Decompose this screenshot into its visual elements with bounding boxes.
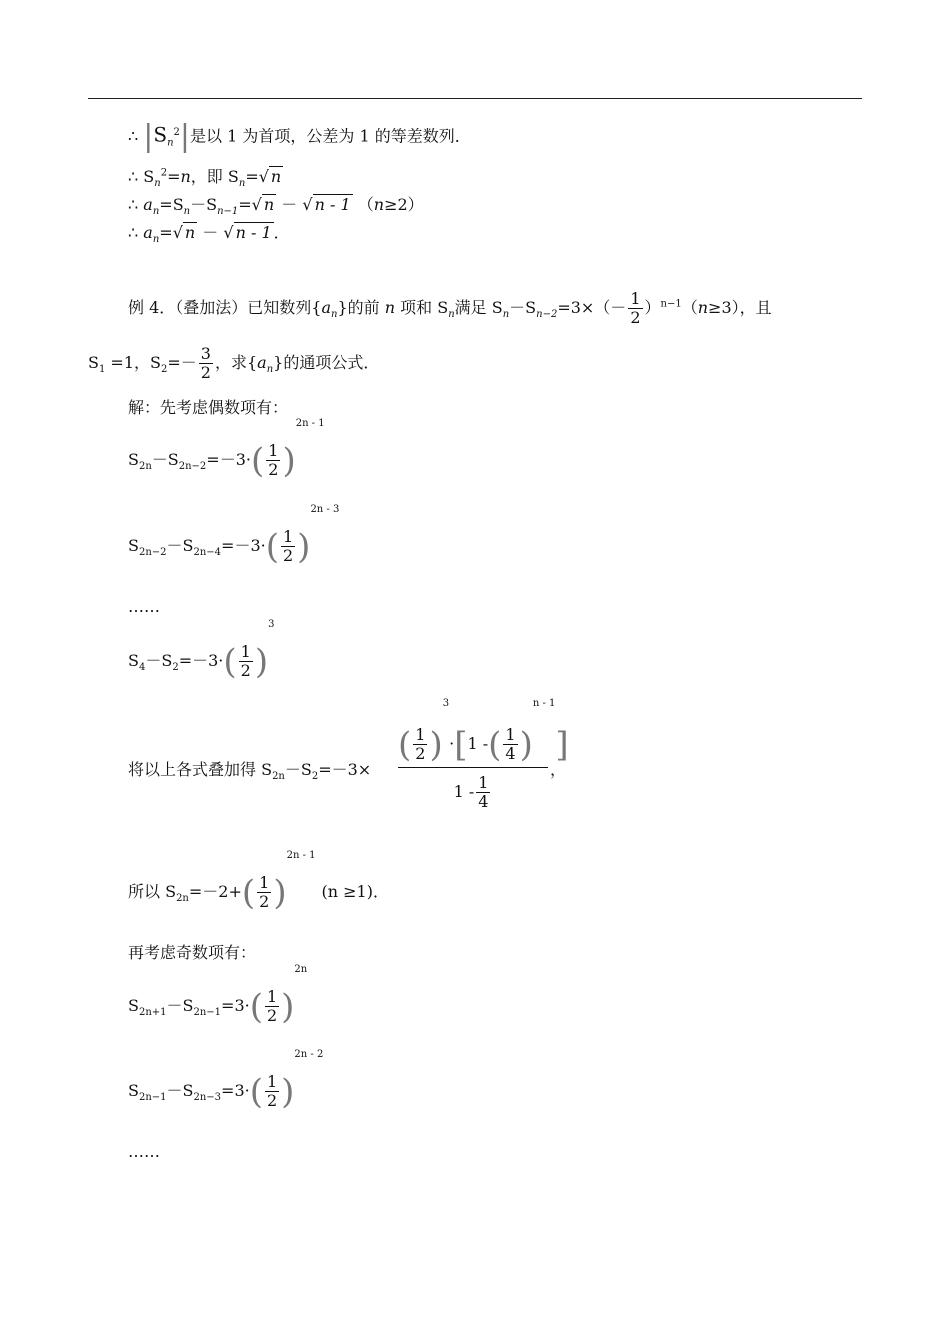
line-sn2-arith: ∴ $|S_n^2|$是以 1 为首项，公差为 1 的等差数列． bbox=[128, 119, 471, 154]
equation-4: $S_{2n+1}-S_{2n-1}=3\cdot$( $\frac{1}{2}$ )2n bbox=[128, 964, 308, 1027]
odd-intro: 再考虑奇数项有： bbox=[128, 943, 257, 962]
line-sn2-eq-n: ∴ $S_n^2=n$，即 $S_n=√$ n bbox=[128, 167, 282, 190]
equation-2: $S_{2n-2}-S_{2n-4}=-3\cdot$( $\frac{1}{2}$ )2n - 3 bbox=[128, 504, 340, 567]
line-an-diff: ∴ $a_n=S_n-S_{n-1}=√$ n － √ n - 1 （n≥2） bbox=[128, 195, 424, 218]
equation-1: $S_{2n}-S_{2n-2}=-3\cdot$( $\frac{1}{2}$ )2n - 1 bbox=[128, 418, 325, 481]
equation-5: $S_{2n-1}-S_{2n-3}=3\cdot$( $\frac{1}{2}$ )2n - 2 bbox=[128, 1049, 324, 1112]
equation-3: $S_4-S_2=-3\cdot$( $\frac{1}{2}$ )3 bbox=[128, 619, 275, 682]
ellipsis-1: …… bbox=[128, 597, 160, 616]
sum-equation: 将以上各式叠加得 $S_{2n}-S_2=-3\times$ ， bbox=[128, 760, 567, 783]
example-4-statement: 例 4．（叠加法）已知数列$\{a_n\}$的前 n 项和 $S_n$满足 $S_n-S_{n-2}=3\times(-$ $\frac{1}{2}$ ）$^{n-1}$（n≥3），且 bbox=[128, 289, 772, 327]
sum-fraction: ( $\frac{1}{2}$ )3·[1 -( $\frac{1}{4}$ )n - 1] 1 - $\frac{1}{4}$ bbox=[398, 698, 569, 811]
line-an-result: ∴ $a_n=√$ n － √ n - 1 ． bbox=[128, 223, 290, 246]
ellipsis-2: …… bbox=[128, 1142, 160, 1161]
result-s2n: 所以 $S_{2n}=-2+$( $\frac{1}{2}$ )2n - 1(n ≥1)． bbox=[128, 850, 389, 913]
example-4-statement-cont: $S_1 =1$，$S_2=-$ $\frac{3}{2}$ ，求$\{a_n\}$的通项公式． bbox=[88, 344, 380, 382]
header-rule bbox=[88, 98, 862, 99]
solution-intro: 解：先考虑偶数项有： bbox=[128, 398, 289, 417]
